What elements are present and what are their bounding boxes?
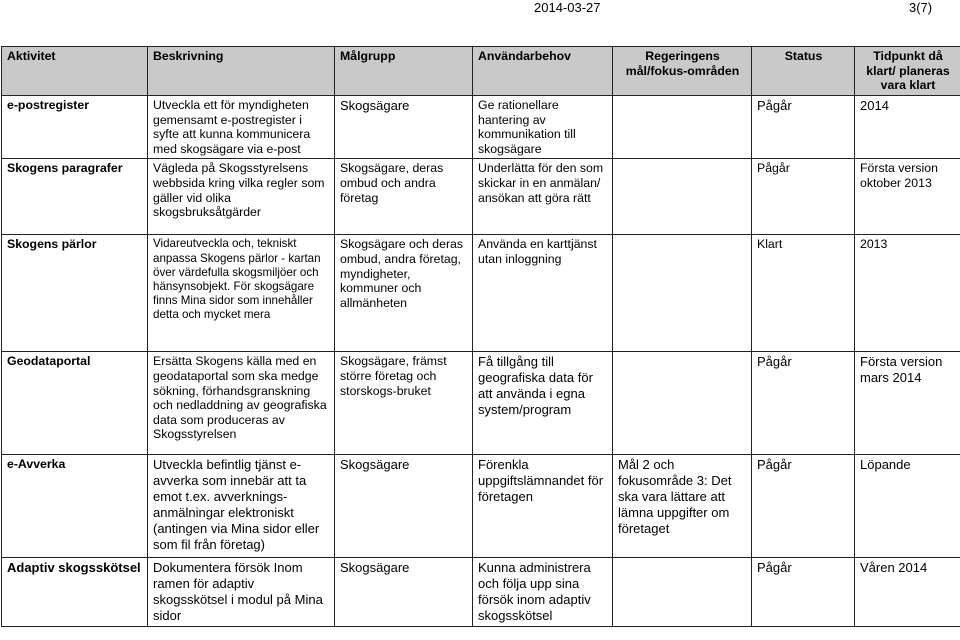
cell-timing: Första version oktober 2013 [855,159,960,235]
col-header-target-group: Målgrupp [335,47,473,96]
cell-user-need: Ge rationellare hantering av kommunikation till skogsägare [473,96,613,159]
col-header-activity: Aktivitet [2,47,148,96]
cell-target-group: Skogsägare, deras ombud och andra företag [335,159,473,235]
cell-gov-goal [613,96,752,159]
cell-user-need: Få tillgång till geografiska data för att använda i egna system/program [473,352,613,455]
table-row [2,96,960,159]
cell-timing: 2014 [855,96,960,159]
cell-description: Utveckla befintlig tjänst e-avverka som innebär att ta emot t.ex. avverknings-anmälningar elektroniskt (antingen via Mina sidor eller som fil från företag) [148,455,335,558]
table-row [2,455,960,558]
cell-status: Pågår [752,96,855,159]
cell-activity: e-Avverka [2,455,148,558]
table-row [2,558,960,627]
cell-status: Klart [752,235,855,352]
col-header-status: Status [752,47,855,96]
activity-table [1,46,960,627]
cell-status: Pågår [752,159,855,235]
cell-activity: Skogens paragrafer [2,159,148,235]
cell-target-group: Skogsägare [335,455,473,558]
col-header-gov-goal: Regeringens mål/fokus-områden [613,47,752,96]
cell-activity: Geodataportal [2,352,148,455]
cell-gov-goal [613,235,752,352]
cell-target-group: Skogsägare [335,558,473,627]
table-header-row [2,47,960,96]
cell-status: Pågår [752,455,855,558]
cell-description: Utveckla ett för myndigheten gemensamt e-postregister i syfte att kunna kommunicera med skogsägare via e-post [148,96,335,159]
cell-timing: Löpande [855,455,960,558]
cell-status: Pågår [752,558,855,627]
table-row [2,235,960,352]
cell-gov-goal: Mål 2 och fokusområde 3: Det ska vara lättare att lämna uppgifter om företaget [613,455,752,558]
cell-description: Vägleda på Skogsstyrelsens webbsida kring vilka regler som gäller vid olika skogsbruksåtgärder [148,159,335,235]
col-header-timing: Tidpunkt då klart/ planeras vara klart [855,47,960,96]
cell-status: Pågår [752,352,855,455]
cell-user-need: Använda en karttjänst utan inloggning [473,235,613,352]
cell-gov-goal [613,558,752,627]
cell-target-group: Skogsägare [335,96,473,159]
cell-target-group: Skogsägare och deras ombud, andra företag, myndigheter, kommuner och allmänheten [335,235,473,352]
cell-description: Ersätta Skogens källa med en geodataportal som ska medge sökning, förhandsgranskning och nedladdning av geografiska data som produceras av Skogsstyrelsen [148,352,335,455]
cell-timing: 2013 [855,235,960,352]
cell-user-need: Förenkla uppgiftslämnandet för företagen [473,455,613,558]
cell-activity: Adaptiv skogsskötsel [2,558,148,627]
col-header-user-need: Användarbehov [473,47,613,96]
cell-timing: Första version mars 2014 [855,352,960,455]
table-row [2,352,960,455]
cell-description: Dokumentera försök Inom ramen för adaptiv skogsskötsel i modul på Mina sidor [148,558,335,627]
cell-activity: e-postregister [2,96,148,159]
cell-description: Vidareutveckla och, tekniskt anpassa Skogens pärlor - kartan över värdefulla skogsmiljöer och hänsynsobjekt. För skogsägare finns Mina sidor som innehåller detta och mycket mera [148,235,335,352]
cell-timing: Våren 2014 [855,558,960,627]
page-header [0,0,960,16]
cell-gov-goal [613,159,752,235]
cell-gov-goal [613,352,752,455]
cell-target-group: Skogsägare, främst större företag och storskogs-bruket [335,352,473,455]
page-number: 3(7) [909,0,933,15]
cell-user-need: Underlätta för den som skickar in en anmälan/ ansökan att göra rätt [473,159,613,235]
document-date: 2014-03-27 [534,0,601,15]
col-header-description: Beskrivning [148,47,335,96]
cell-activity: Skogens pärlor [2,235,148,352]
cell-user-need: Kunna administrera och följa upp sina försök inom adaptiv skogsskötsel [473,558,613,627]
table-row [2,159,960,235]
